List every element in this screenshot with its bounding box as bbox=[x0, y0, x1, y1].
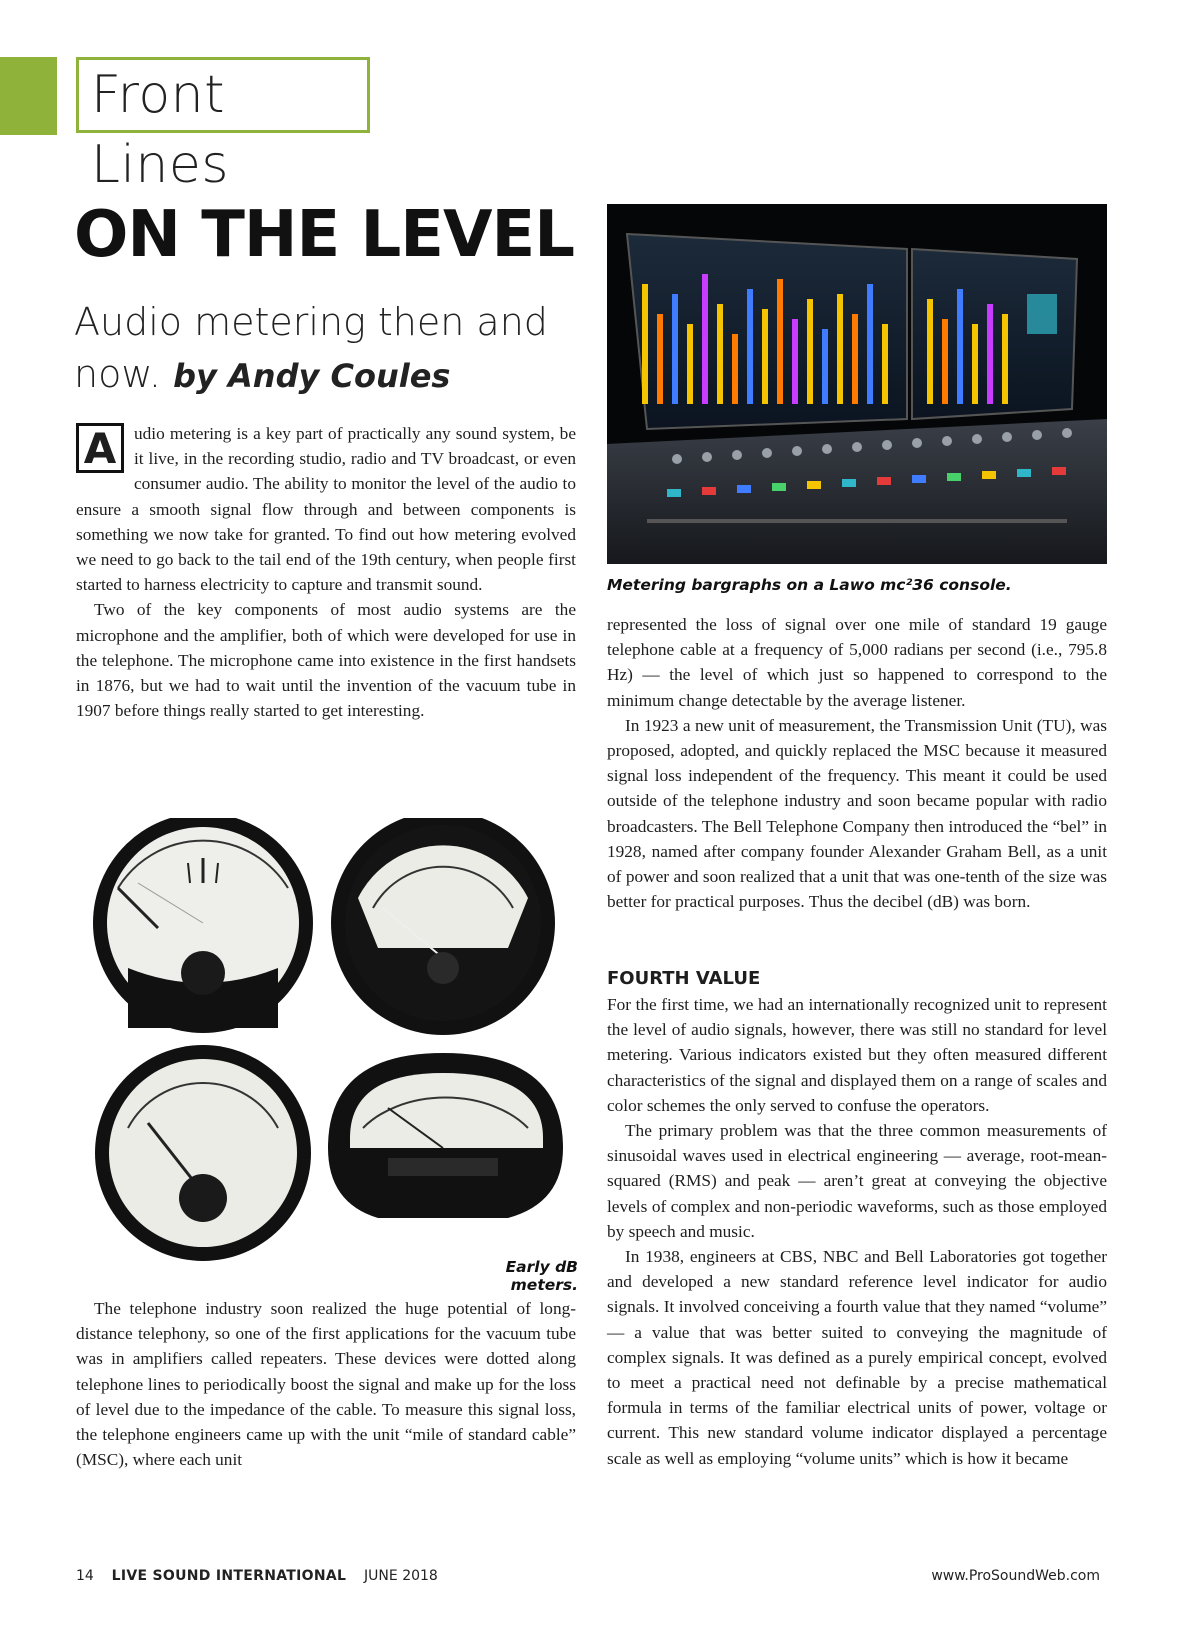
footer-left bbox=[76, 1568, 438, 1584]
early-db-meters-photo bbox=[88, 818, 578, 1278]
paragraph: Two of the key components of most audio systems are the microphone and the amplifier, both of which were developed for use in the telephone. The microphone came into existence in the first handsets in 1876, but we had to wait until the invention of the vacuum tube in 1907 before things really started to get interesting. bbox=[76, 600, 576, 721]
paragraph: For the first time, we had an internationally recognized unit to represent the level of audio signals, however, there was still no standard for level metering. Various indicators existed but they often measured different characteristics of the signal and displayed them on a range of scales and color schemes the only served to confuse the operators. bbox=[607, 995, 1107, 1115]
page-number: 14 bbox=[76, 1568, 94, 1584]
console-photo bbox=[607, 204, 1107, 564]
paragraph: In 1923 a new unit of measurement, the Transmission Unit (TU), was proposed, adopted, and quickly replaced the MSC because it measured signal loss independent of the frequency. This meant it could be used outside of the telephone industry and soon became popular with radio broadcasters. The Bell Telephone Company then introduced the “bel” in 1928, named after company founder Alexander Graham Bell, as a unit of power and soon realized that a unit that was one-tenth of the size was better for practical purposes. Thus the decibel (dB) was born. bbox=[607, 715, 1107, 912]
paragraph: The telephone industry soon realized the huge potential of long-distance telephony, so one of the first applications for the vacuum tube was in amplifiers called repeaters. These devices were dotted along telephone lines to periodically boost the signal and make up for the loss of level due to the impedance of the cable. To measure this signal loss, the telephone engineers came up with the unit “mile of standard cable” (MSC), where each unit bbox=[76, 1299, 576, 1470]
paragraph: In 1938, engineers at CBS, NBC and Bell Laboratories got together and developed a new standard reference level indicator for audio signals. It involved conceiving a fourth value that they named “volume” — a value that was better suited to conveying the magnitude of complex signals. It was defined as a purely empirical concept, evolved to meet a practical need not definable by a precise mathematical formula in terms of the familiar electrical units of power, voltage or current. This new standard volume indicator displayed a percentage scale as well as employing “volume units” which is how it became bbox=[607, 1247, 1107, 1468]
left-column-lower bbox=[76, 1296, 576, 1472]
article-subhead bbox=[74, 296, 574, 402]
subheading-fourth-value: FOURTH VALUE bbox=[607, 968, 761, 989]
subhead-text: Audio metering then and now. bbox=[74, 300, 548, 396]
meters-caption: Early dB meters. bbox=[505, 1258, 578, 1294]
meter-top-left bbox=[93, 818, 313, 1033]
article-headline: ON THE LEVEL bbox=[74, 198, 574, 272]
section-label: Front Lines bbox=[76, 57, 370, 133]
meter-top-right bbox=[331, 818, 555, 1035]
drop-cap: A bbox=[76, 423, 124, 473]
console-caption: Metering bargraphs on a Lawo mc²36 console. bbox=[607, 576, 1012, 594]
right-column-lower bbox=[607, 966, 1107, 1471]
paragraph: The primary problem was that the three common measurements of sinusoidal waves used in electrical engineering — average, root-mean-squared (RMS) and peak — aren’t great at conveying the objective levels of complex and non-periodic waveforms, such as those employed by speech and music. bbox=[607, 1121, 1107, 1241]
meter-bottom-left bbox=[95, 1045, 311, 1261]
paragraph: represented the loss of signal over one mile of standard 19 gauge telephone cable at a frequency of 5,000 radians per second (i.e., 795.8 Hz) — the level of which just so happened to correspond to the minimum change detectable by the average listener. bbox=[607, 615, 1107, 710]
paragraph-intro-text: udio metering is a key part of practically any sound system, be it live, in the recording studio, radio and TV broadcast, or even consumer audio. The ability to monitor the level of the audio to ensure a smooth signal flow through and between components is something we now take for granted. To find out how metering evolved we need to go back to the tail end of the 19th century, when people first started to harness electricity to capture and transmit sound. bbox=[76, 424, 576, 595]
issue-date: JUNE 2018 bbox=[364, 1568, 438, 1584]
left-column-upper bbox=[76, 421, 576, 723]
paragraph-intro bbox=[76, 421, 576, 597]
publication-name: LIVE SOUND INTERNATIONAL bbox=[111, 1568, 347, 1584]
console-illustration bbox=[607, 204, 1107, 564]
byline: by Andy Coules bbox=[173, 357, 451, 395]
footer-url: www.ProSoundWeb.com bbox=[931, 1568, 1100, 1584]
meter-bottom-right bbox=[328, 1053, 563, 1218]
section-tab-accent bbox=[0, 57, 57, 135]
right-column-upper bbox=[607, 612, 1107, 914]
